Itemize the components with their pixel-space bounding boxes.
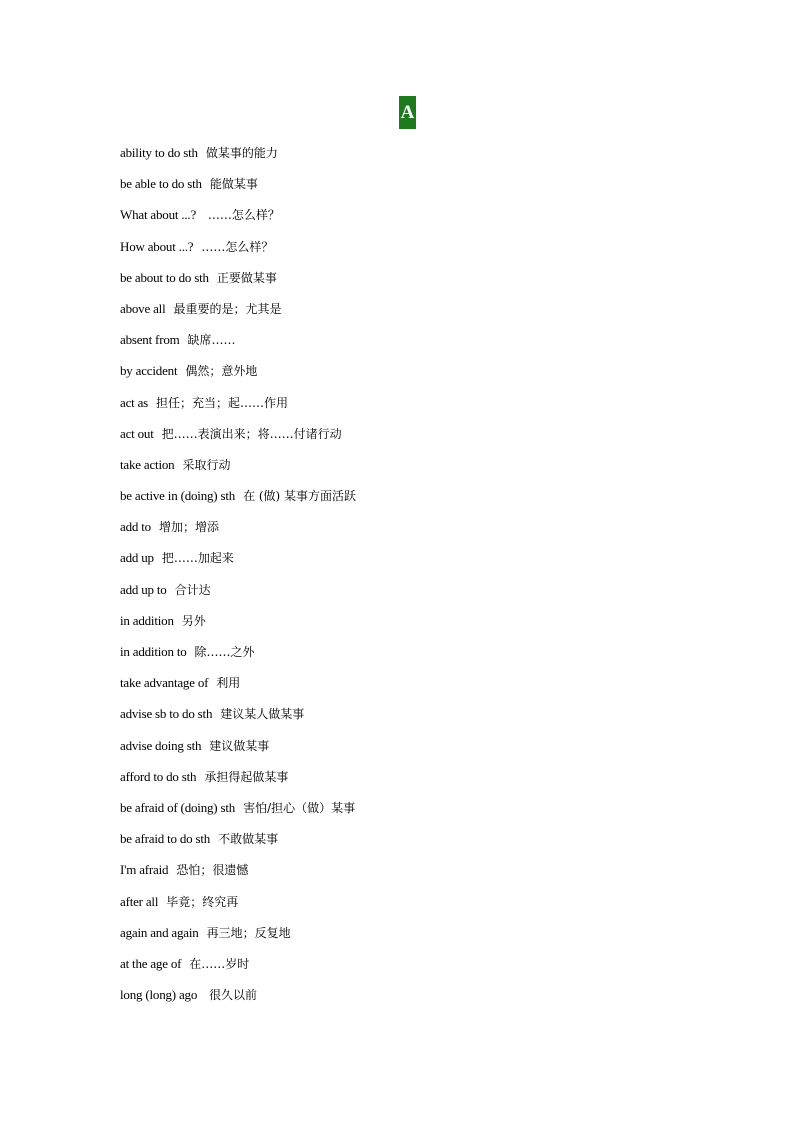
phrase-english: advise sb to do sth <box>120 706 213 722</box>
phrase-english: long (long) ago <box>120 987 198 1003</box>
phrase-english: at the age of <box>120 955 182 971</box>
phrase-chinese: 合计达 <box>174 582 211 597</box>
list-item <box>120 299 740 330</box>
list-item <box>120 923 740 954</box>
phrase-chinese: 增加；增添 <box>158 520 219 535</box>
phrase-chinese: 另外 <box>181 613 206 628</box>
phrase-english: I'm afraid <box>120 862 169 878</box>
phrase-english: How about ...? <box>120 238 194 254</box>
phrase-english: be about to do sth <box>120 269 209 285</box>
list-item <box>120 424 740 455</box>
list-item <box>120 517 740 548</box>
phrase-chinese: 恐怕；很遗憾 <box>176 863 249 878</box>
phrase-chinese: ……怎么样？ <box>201 239 274 254</box>
list-item <box>120 736 740 767</box>
phrase-chinese: 除……之外 <box>194 645 255 659</box>
phrase-chinese: 很久以前 <box>205 988 257 1003</box>
list-item <box>120 704 740 735</box>
list-item <box>120 860 740 891</box>
list-item <box>120 580 740 611</box>
phrase-chinese: 承担得起做某事 <box>204 769 289 784</box>
phrase-chinese: 害怕/担心（做）某事 <box>243 800 356 815</box>
phrase-english: What about ...? <box>120 207 197 223</box>
phrase-chinese: ……怎么样？ <box>204 208 280 223</box>
phrase-chinese: 正要做某事 <box>216 270 277 285</box>
phrase-english: be active in (doing) sth <box>120 488 236 504</box>
list-item <box>120 330 740 361</box>
phrase-english: advise doing sth <box>120 737 202 753</box>
list-item <box>120 985 740 1016</box>
phrase-english: afford to do sth <box>120 768 197 784</box>
phrase-english: add to <box>120 519 151 535</box>
phrase-english: above all <box>120 300 166 316</box>
section-letter: A <box>400 102 415 123</box>
list-item <box>120 455 740 486</box>
phrase-english: act as <box>120 394 149 410</box>
phrase-english: after all <box>120 893 159 909</box>
phrase-chinese: 缺席…… <box>187 333 236 348</box>
list-item <box>120 798 740 829</box>
phrase-chinese: 利用 <box>216 676 241 691</box>
phrase-chinese: 最重要的是；尤其是 <box>173 301 282 316</box>
phrase-english: again and again <box>120 924 199 940</box>
phrase-chinese: 担任；充当；起……作用 <box>156 395 289 410</box>
phrase-english: by accident <box>120 363 178 379</box>
phrase-english: take advantage of <box>120 675 209 691</box>
phrase-chinese: 把……加起来 <box>161 551 234 566</box>
phrase-english: in addition to <box>120 644 187 659</box>
phrase-list <box>120 143 740 1016</box>
phrase-chinese: 在……岁时 <box>189 956 250 971</box>
phrase-chinese: 能做某事 <box>209 177 258 192</box>
phrase-english: be able to do sth <box>120 176 202 192</box>
list-item <box>120 892 740 923</box>
phrase-chinese: 采取行动 <box>182 457 231 472</box>
list-item <box>120 143 740 174</box>
phrase-english: in addition <box>120 612 174 628</box>
phrase-chinese: 再三地；反复地 <box>206 925 291 940</box>
phrase-english: act out <box>120 425 154 441</box>
phrase-chinese: 在 (做) 某事方面活跃 <box>243 489 357 504</box>
list-item <box>120 548 740 579</box>
phrase-english: add up to <box>120 581 167 597</box>
list-item <box>120 673 740 704</box>
phrase-english: add up <box>120 550 154 566</box>
list-item <box>120 268 740 299</box>
list-item <box>120 486 740 517</box>
phrase-english: ability to do sth <box>120 145 198 160</box>
list-item <box>120 611 740 642</box>
phrase-chinese: 不敢做某事 <box>218 832 279 847</box>
phrase-english: be afraid of (doing) sth <box>120 799 236 815</box>
list-item <box>120 954 740 985</box>
phrase-chinese: 偶然；意外地 <box>185 364 258 379</box>
list-item <box>120 361 740 392</box>
list-item <box>120 205 740 236</box>
phrase-english: take action <box>120 456 175 472</box>
list-item <box>120 174 740 205</box>
list-item <box>120 642 740 673</box>
list-item <box>120 393 740 424</box>
phrase-chinese: 建议某人做某事 <box>220 707 305 722</box>
list-item <box>120 829 740 860</box>
phrase-chinese: 做某事的能力 <box>205 146 278 160</box>
phrase-english: absent from <box>120 332 180 348</box>
list-item <box>120 767 740 798</box>
phrase-english: be afraid to do sth <box>120 831 211 847</box>
phrase-chinese: 毕竟；终究再 <box>166 894 239 909</box>
phrase-chinese: 把……表演出来；将……付诸行动 <box>161 426 342 441</box>
section-letter-badge <box>399 96 416 129</box>
phrase-chinese: 建议做某事 <box>209 738 270 753</box>
list-item <box>120 237 740 268</box>
